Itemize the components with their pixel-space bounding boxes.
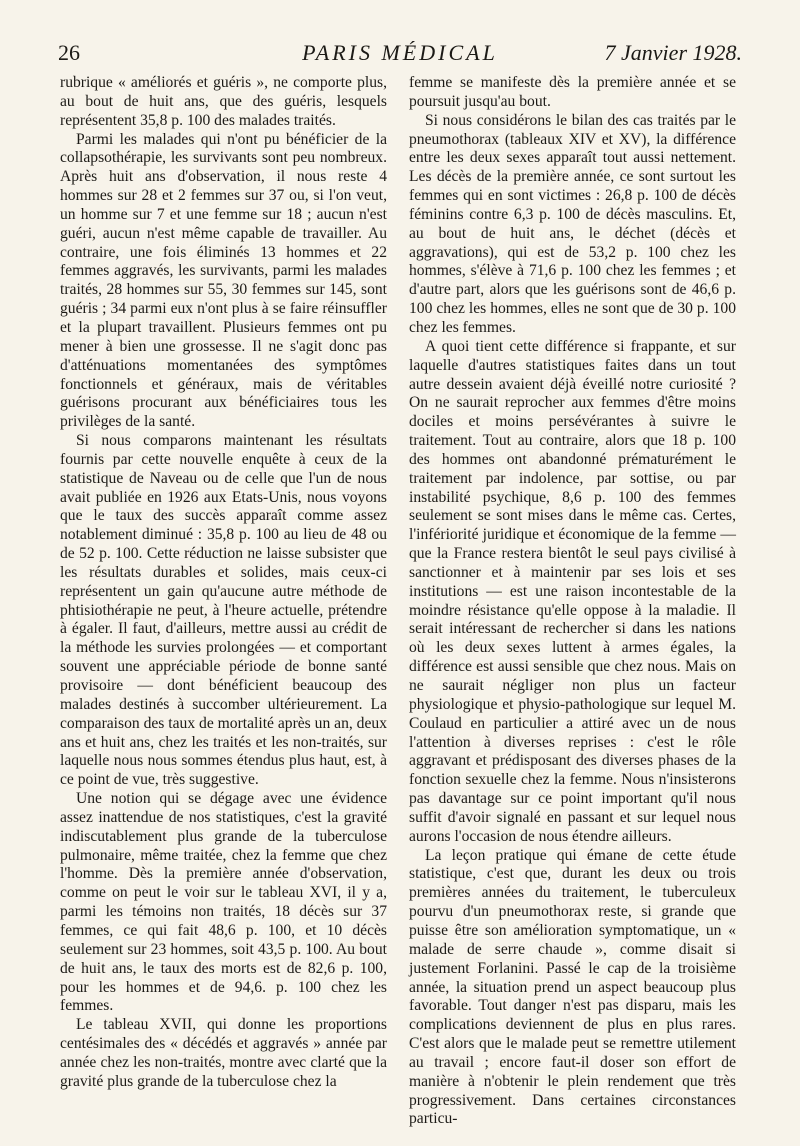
paragraph: Parmi les malades qui n'ont pu bénéficier de la collapsothérapie, les survivants sont peu nombreux. Après huit ans d'observation, il nous reste 4 hommes sur 28 et 2 femmes sur 37 ou, si l'on veut, un homme sur 7 et une femme sur 18 ; aucun n'est guéri, aucun n'est même capable de travailler. Au contraire, une fois éliminés 13 hommes et 22 femmes aggravés, les survivants, parmi les malades traités, 28 hommes sur 55, 30 femmes sur 145, sont guéris ; 34 parmi eux n'ont plus à se faire réinsuffler et la plupart travaillent. Plusieurs femmes ont pu mener à bien une grossesse. Il ne s'agit donc pas d'atténuations momentanées des symptômes fonctionnels et généraux, mais de véritables guérisons procurant aux bénéficiaires tous les privilèges de la santé. bbox=[60, 130, 387, 431]
paragraph: femme se manifeste dès la première année et se poursuit jusqu'au bout. bbox=[409, 74, 736, 110]
issue-date: 7 Janvier 1928. bbox=[604, 40, 742, 65]
page-header bbox=[58, 40, 742, 70]
page-number: 26 bbox=[58, 40, 80, 65]
right-column bbox=[409, 74, 736, 1129]
paragraph: Le tableau XVII, qui donne les proportions centésimales des « décédés et aggravés » année par année chez les non-traités, montre avec clarté que la gravité plus grande de la tuberculose chez la bbox=[60, 1016, 387, 1090]
paragraph: A quoi tient cette différence si frappante, et sur laquelle d'autres statistiques faites dans un tout autre dessein avaient déjà éveillé notre curiosité ? On ne saurait reprocher aux femmes d'être moins dociles et moins persévérantes à suivre le traitement. Tout au contraire, alors que 18 p. 100 des hommes ont abandonné prématurément le traitement par indolence, par sottise, ou par instabilité psychique, 8,6 p. 100 des femmes seulement se sont mises dans le même cas. Certes, l'infériorité juridique et économique de la femme — que la France restera bientôt le seul pays civilisé à sanctionner et à maintenir par ses lois et ses institutions — est une raison incontestable de la moindre résistance qu'elle oppose à la maladie. Il serait intéressant de rechercher si dans les nations où les deux sexes luttent à armes égales, la différence est aussi sensible que chez nous. Mais on ne saurait négliger non plus un facteur physiologique et physio-pathologique sur lequel M. Coulaud en particulier a attiré avec un de nous l'attention à diverses reprises : c'est le rôle aggravant et prédisposant des diverses phases de la fonction sexuelle chez la femme. Nous n'insisterons pas davantage sur ce point important qu'il nous suffit d'avoir signalé en passant et sur lequel nous aurons l'occasion de nous étendre ailleurs. bbox=[409, 337, 736, 845]
journal-title: PARIS MÉDICAL bbox=[302, 40, 498, 65]
article-body bbox=[60, 74, 740, 1134]
paragraph: Une notion qui se dégage avec une évidence assez inattendue de nos statistiques, c'est la gravité indiscutablement plus grande de la tuberculose pulmonaire, même traitée, chez la femme que chez l'homme. Dès la première année d'observation, comme on peut le voir sur le tableau XVI, il y a, parmi les témoins non traités, 18 décès sur 37 femmes, ce qui fait 48,6 p. 100, et 10 décès seulement sur 23 hommes, soit 43,5 p. 100. Au bout de huit ans, le taux des morts est de 82,6 p. 100, pour les hommes et de 94,6. p. 100 chez les femmes. bbox=[60, 790, 387, 1015]
paragraph: Si nous comparons maintenant les résultats fournis par cette nouvelle enquête à ceux de la statistique de Naveau ou de celle que l'un de nous avait publiée en 1926 aux Etats-Unis, nous voyons que le taux des succès apparaît comme assez notablement diminué : 35,8 p. 100 au lieu de 48 ou de 52 p. 100. Cette réduction ne laisse subsister que les résultats durables et solides, mais ceux-ci représentent un gain qu'aucune autre méthode de phtisiothérapie ne peut, à l'heure actuelle, prétendre à égaler. Il faut, d'ailleurs, mettre aussi au crédit de la méthode les survies prolongées — et comportant souvent une appréciable période de bonne santé provisoire — dont bénéficient beaucoup des malades destinés à succomber ultérieurement. La comparaison des taux de mortalité après un an, deux ans et huit ans, chez les traités et les non-traités, sur laquelle nous nous sommes étendus plus haut, est, à ce point de vue, très suggestive. bbox=[60, 432, 387, 789]
paragraph: Si nous considérons le bilan des cas traités par le pneumothorax (tableaux XIV et XV), la différence entre les deux sexes apparaît tout aussi nettement. Les décès de la première année, ce sont surtout les femmes qui en sont victimes : 26,8 p. 100 de décès féminins contre 6,3 p. 100 de décès masculins. Et, au bout de huit ans, le déchet (décès et aggravations), qui est de 53,2 p. 100 chez les hommes, s'élève à 71,6 p. 100 chez les femmes ; et d'autre part, alors que les guérisons sont de 46,6 p. 100 chez les hommes, elles ne sont que de 30 p. 100 chez les femmes. bbox=[409, 111, 736, 336]
paragraph: La leçon pratique qui émane de cette étude statistique, c'est que, durant les deux ou trois premières années du traitement, le tuberculeux pourvu d'un pneumothorax reste, si grande que puisse être son amélioration symptomatique, un « malade de serre chaude », comme disait si justement Forlanini. Passé le cap de la troisième année, la situation prend un aspect beaucoup plus favorable. Tout danger n'est pas disparu, mais les complications deviennent de plus en plus rares. C'est alors que le malade peut se remettre utilement au travail ; encore faut-il doser son effort de manière à n'obtenir le plein rendement que très progressivement. Dans certaines circonstances particu- bbox=[409, 846, 736, 1128]
paragraph: rubrique « améliorés et guéris », ne comporte plus, au bout de huit ans, que des guéris, lesquels représentent 35,8 p. 100 des malades traités. bbox=[60, 74, 387, 129]
left-column bbox=[60, 74, 387, 1092]
